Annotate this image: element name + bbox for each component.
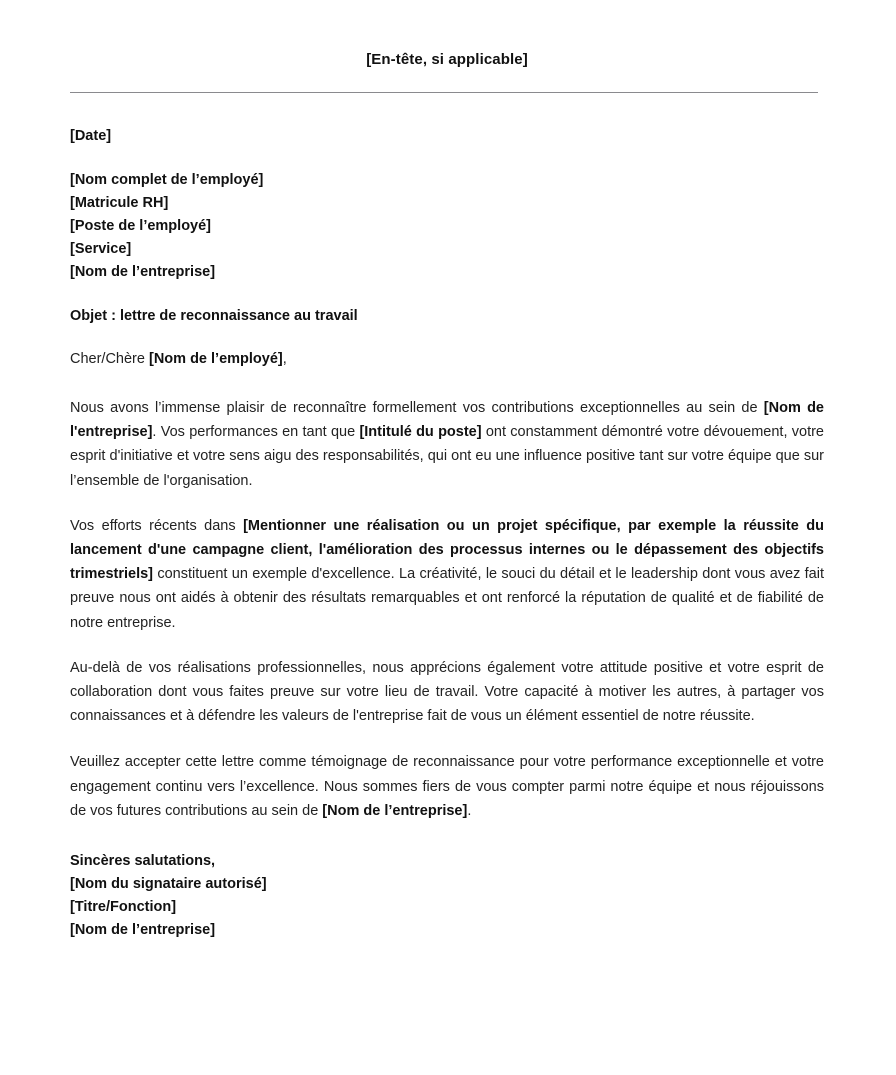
inline-text: Nous avons l’immense plaisir de reconnaître formellement vos contributions exceptionnelles au sein de: [70, 400, 764, 416]
inline-text: . Vos performances en tant que: [152, 424, 360, 441]
inline-placeholder: [Nom de l’entreprise]: [322, 802, 468, 819]
closing-line: [Nom du signataire autorisé]: [70, 876, 267, 893]
recipient-line: [Matricule RH]: [70, 195, 169, 211]
closing-line: Sincères salutations,: [70, 853, 216, 870]
inline-text: Au-delà de vos réalisations professionnelles, nous apprécions également votre attitude positive et votre esprit de collaboration dont vous faites preuve sur votre lieu de travail. Votre capacité à motiver les autres, à partager vos connaissances et à défendre les valeurs de l'entreprise fait de vous un élément essentiel de notre réussite.: [70, 659, 824, 725]
subject-line: Objet : lettre de reconnaissance au travail: [70, 308, 358, 324]
letter-content: [70, 0, 824, 942]
date-line: [Date]: [70, 128, 112, 144]
salutation-placeholder: [Nom de l’employé]: [148, 351, 283, 367]
header-divider: [70, 92, 818, 93]
recipient-line: [Poste de l’employé]: [70, 218, 212, 234]
recipient-line: [Service]: [70, 241, 132, 257]
inline-text: constituent un exemple d'excellence. La créativité, le souci du détail et le leadership dont vous avez fait preuve nous ont aidés à obtenir des résultats remarquables et ont renforcé la réputation de qualité et de fiabilité de notre entreprise.: [70, 566, 824, 631]
inline-text: Veuillez accepter cette lettre comme témoignage de reconnaissance pour votre performance exceptionnelle et votre engagement continu vers l’excellence. Nous sommes fiers de vous compter parmi notre équipe et nous réjouissons de vos futures contributions au sein de: [70, 754, 824, 819]
salutation-line: [70, 348, 824, 371]
closing-line: [Nom de l’entreprise]: [70, 922, 216, 939]
recipient-block: [70, 169, 824, 284]
body-paragraph: [70, 750, 824, 823]
inline-placeholder: [Mentionner une réalisation ou un projet spécifique, par exemple la réussite du lancement d'une campagne client, l'amélioration des processus internes ou le dépassement des objectifs trimestriels]: [70, 517, 824, 583]
body-paragraph: [70, 656, 824, 729]
inline-placeholder: [Nom de l'entreprise]: [70, 400, 824, 441]
closing-block: [70, 850, 824, 942]
inline-text: .: [467, 802, 472, 819]
salutation-lead: Cher/Chère: [70, 351, 149, 367]
inline-placeholder: [Intitulé du poste]: [359, 424, 482, 441]
body-paragraph: [70, 396, 824, 493]
recipient-line: [Nom de l’entreprise]: [70, 264, 216, 280]
closing-line: [Titre/Fonction]: [70, 899, 177, 916]
inline-text: ont constamment démontré votre dévouement, votre esprit d'initiative et votre sens aigu des responsabilités, qui ont eu une influence positive tant sur votre équipe que sur l’ensemble de l'organisation.: [70, 424, 824, 489]
recipient-line: [Nom complet de l’employé]: [70, 172, 264, 188]
letter-header: [En-tête, si applicable]: [366, 51, 528, 68]
inline-text: Vos efforts récents dans: [70, 517, 244, 534]
body-paragraph: [70, 514, 824, 635]
salutation-trail: ,: [282, 351, 287, 367]
